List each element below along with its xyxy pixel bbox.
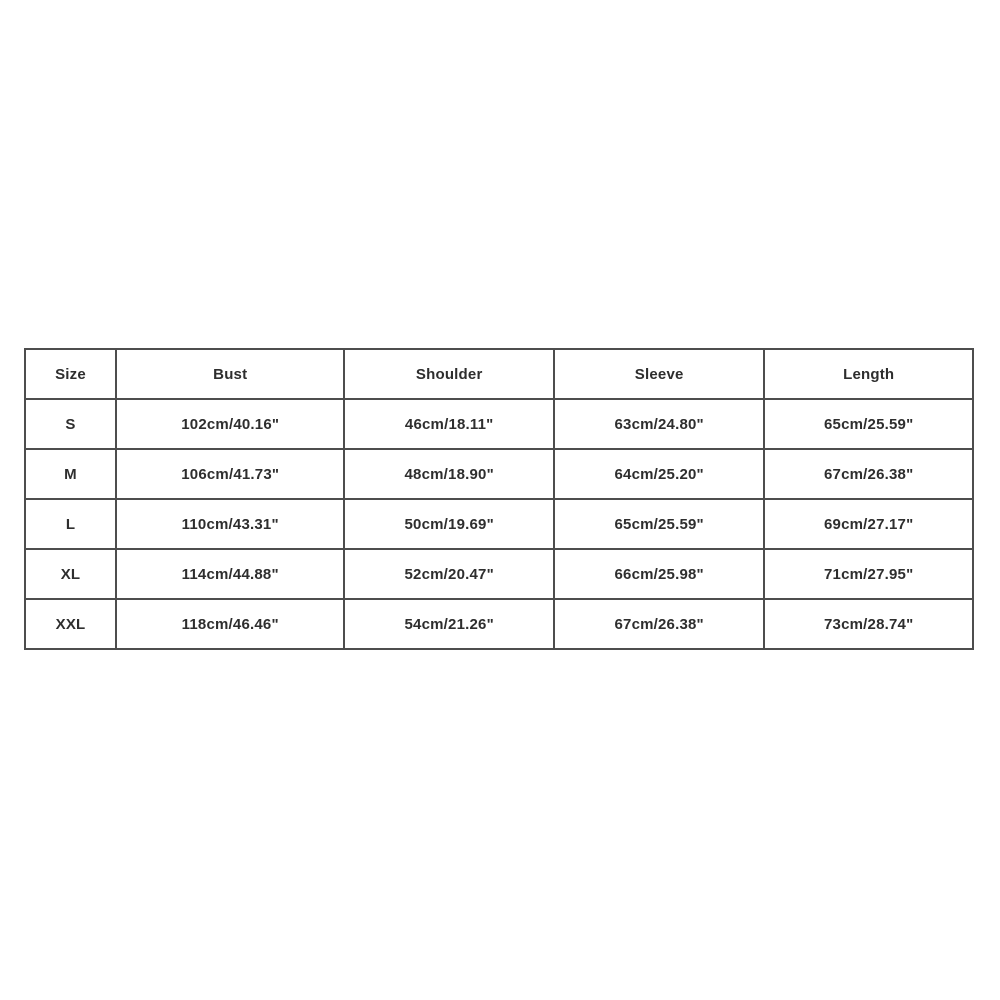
- header-row: [25, 349, 973, 399]
- shoulder-cell: 52cm/20.47": [344, 549, 554, 599]
- sleeve-cell: 64cm/25.20": [554, 449, 764, 499]
- size-chart-table: [24, 348, 974, 650]
- table-row-m: [25, 449, 973, 499]
- sleeve-cell: 63cm/24.80": [554, 399, 764, 449]
- column-header-length: Length: [764, 349, 973, 399]
- size-cell: S: [25, 399, 116, 449]
- size-cell: XL: [25, 549, 116, 599]
- shoulder-cell: 48cm/18.90": [344, 449, 554, 499]
- sleeve-cell: 67cm/26.38": [554, 599, 764, 649]
- bust-cell: 106cm/41.73": [116, 449, 344, 499]
- bust-cell: 118cm/46.46": [116, 599, 344, 649]
- sleeve-cell: 66cm/25.98": [554, 549, 764, 599]
- table-row-xl: [25, 549, 973, 599]
- shoulder-cell: 54cm/21.26": [344, 599, 554, 649]
- bust-cell: 114cm/44.88": [116, 549, 344, 599]
- length-cell: 69cm/27.17": [764, 499, 973, 549]
- length-cell: 65cm/25.59": [764, 399, 973, 449]
- size-chart-region: [24, 348, 974, 650]
- length-cell: 71cm/27.95": [764, 549, 973, 599]
- bust-cell: 110cm/43.31": [116, 499, 344, 549]
- column-header-bust: Bust: [116, 349, 344, 399]
- length-cell: 67cm/26.38": [764, 449, 973, 499]
- length-cell: 73cm/28.74": [764, 599, 973, 649]
- size-cell: XXL: [25, 599, 116, 649]
- bust-cell: 102cm/40.16": [116, 399, 344, 449]
- size-cell: L: [25, 499, 116, 549]
- table-row-l: [25, 499, 973, 549]
- column-header-sleeve: Sleeve: [554, 349, 764, 399]
- table-row-s: [25, 399, 973, 449]
- sleeve-cell: 65cm/25.59": [554, 499, 764, 549]
- column-header-size: Size: [25, 349, 116, 399]
- shoulder-cell: 50cm/19.69": [344, 499, 554, 549]
- table-row-xxl: [25, 599, 973, 649]
- shoulder-cell: 46cm/18.11": [344, 399, 554, 449]
- size-cell: M: [25, 449, 116, 499]
- column-header-shoulder: Shoulder: [344, 349, 554, 399]
